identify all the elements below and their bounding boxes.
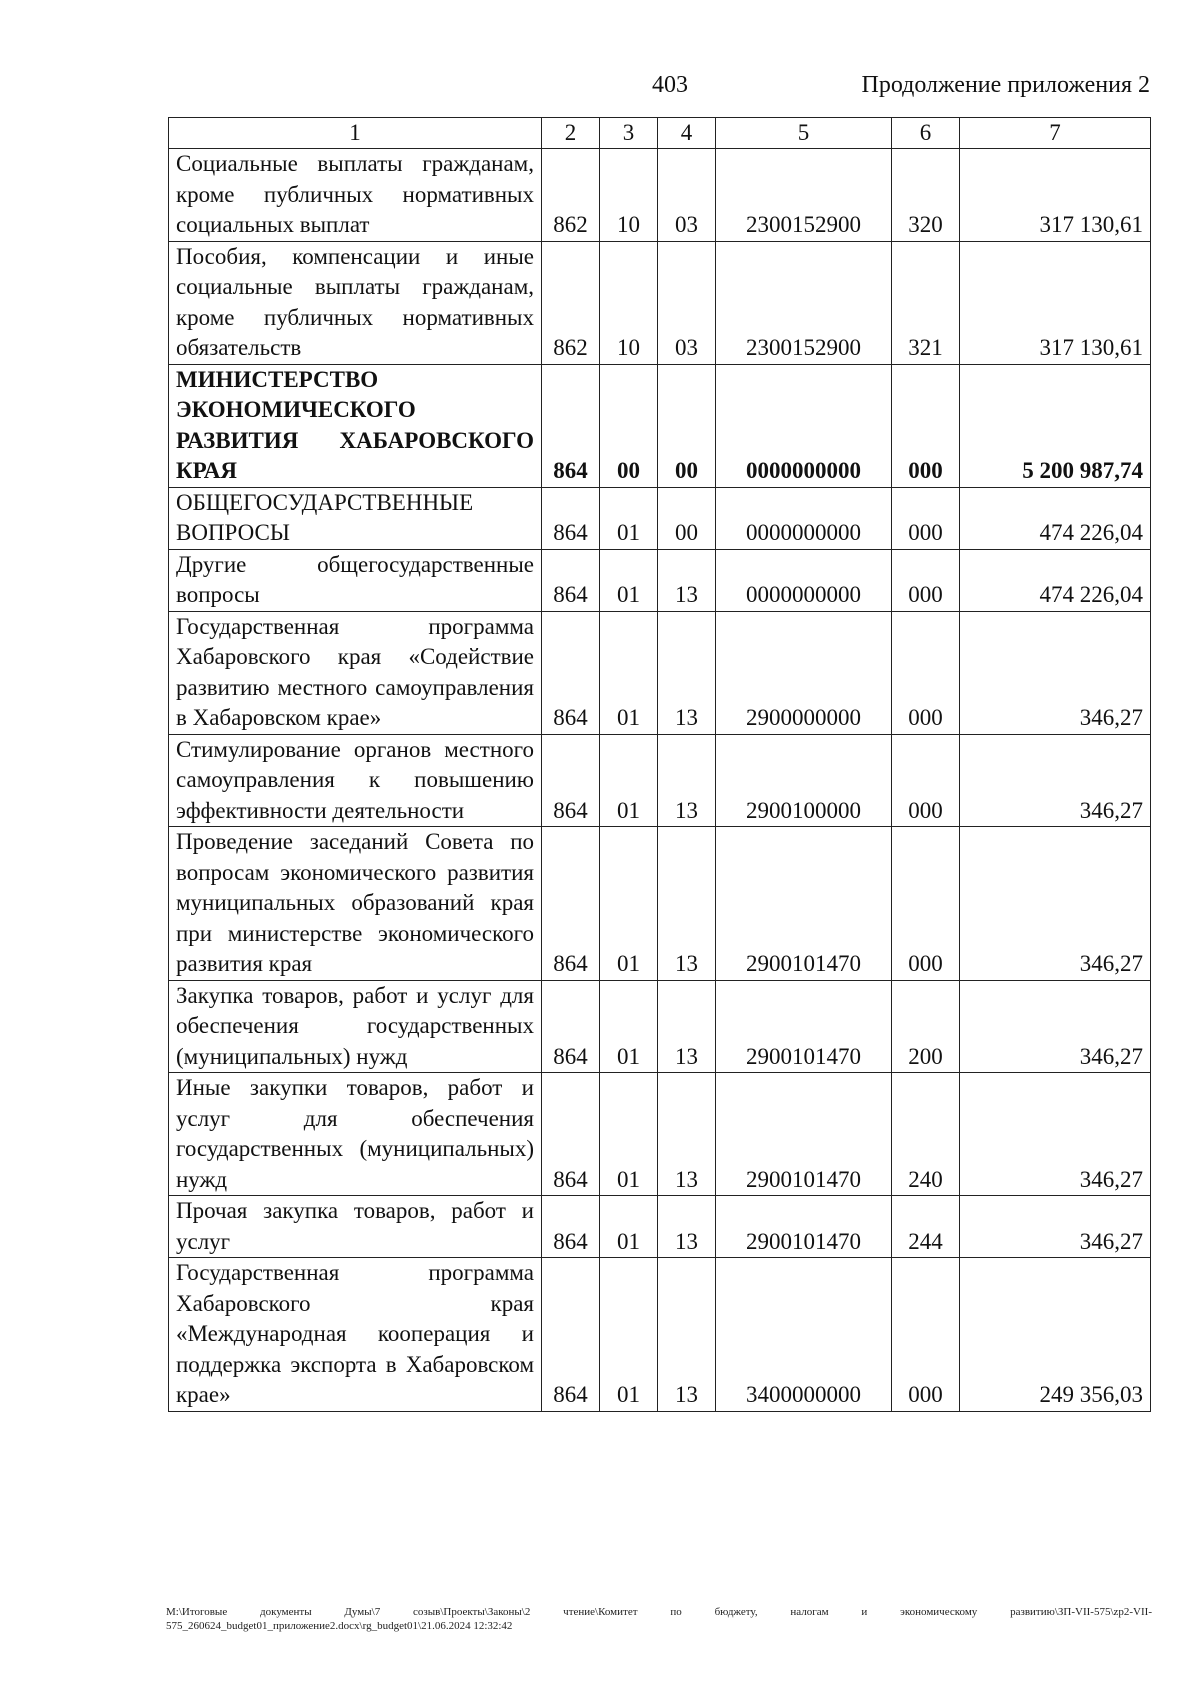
row-section: 01 [600,487,658,549]
row-admin-code: 864 [542,549,600,611]
row-admin-code: 864 [542,487,600,549]
row-section: 10 [600,149,658,242]
row-subsection: 13 [658,827,716,981]
row-amount: 346,27 [960,1196,1151,1258]
row-expense-type: 000 [892,364,960,487]
row-admin-code: 862 [542,149,600,242]
row-subsection: 00 [658,487,716,549]
row-amount: 474 226,04 [960,487,1151,549]
column-header: 1 [169,118,542,149]
row-expense-type: 200 [892,980,960,1073]
column-header: 6 [892,118,960,149]
page-number: 403 [652,72,688,98]
row-amount: 474 226,04 [960,549,1151,611]
row-admin-code: 864 [542,1073,600,1196]
row-target-article: 0000000000 [716,364,892,487]
row-subsection: 13 [658,734,716,827]
row-amount: 5 200 987,74 [960,364,1151,487]
row-description: Социальные выплаты гражданам, кроме публичных нормативных социальных выплат [169,149,542,242]
row-expense-type: 000 [892,611,960,734]
row-subsection: 13 [658,549,716,611]
row-section: 01 [600,1258,658,1412]
row-subsection: 03 [658,149,716,242]
row-subsection: 13 [658,1196,716,1258]
table-row [169,734,1151,827]
row-target-article: 3400000000 [716,1258,892,1412]
row-target-article: 2900101470 [716,827,892,981]
row-subsection: 13 [658,1073,716,1196]
row-description: Государственная программа Хабаровского края «Содействие развитию местного самоуправления в Хабаровском крае» [169,611,542,734]
table-row [169,1073,1151,1196]
row-description: Стимулирование органов местного самоуправления к повышению эффективности деятельности [169,734,542,827]
row-admin-code: 864 [542,364,600,487]
row-admin-code: 864 [542,734,600,827]
row-description: ОБЩЕГОСУДАРСТВЕННЫЕ ВОПРОСЫ [169,487,542,549]
table-row [169,1258,1151,1412]
table-row [169,611,1151,734]
row-amount: 317 130,61 [960,149,1151,242]
table-header-row [169,118,1151,149]
row-section: 01 [600,827,658,981]
row-admin-code: 864 [542,827,600,981]
row-admin-code: 864 [542,1258,600,1412]
row-section: 01 [600,734,658,827]
column-header: 4 [658,118,716,149]
row-expense-type: 000 [892,1258,960,1412]
table-row [169,487,1151,549]
row-description: Государственная программа Хабаровского края «Международная кооперация и поддержка экспорта в Хабаровском крае» [169,1258,542,1412]
row-amount: 346,27 [960,1073,1151,1196]
row-target-article: 0000000000 [716,487,892,549]
row-section: 10 [600,241,658,364]
row-section: 01 [600,980,658,1073]
row-amount: 346,27 [960,827,1151,981]
row-expense-type: 321 [892,241,960,364]
row-description: Проведение заседаний Совета по вопросам экономического развития муниципальных образований края при министерстве экономического развития края [169,827,542,981]
column-header: 7 [960,118,1151,149]
table-row [169,241,1151,364]
row-description: Иные закупки товаров, работ и услуг для обеспечения государственных (муниципальных) нужд [169,1073,542,1196]
row-subsection: 13 [658,980,716,1073]
file-path-footer: М:\Итоговые документы Думы\7 созыв\Проекты\Законы\2 чтение\Комитет по бюджету, налогам и экономическому развитию\ЗП-VII-575\zp2-VII-575_260624_budget01_приложение2.docx\rg_budget01\21.06.2024 12:32:42 [166,1606,1152,1632]
row-admin-code: 864 [542,980,600,1073]
table-row [169,827,1151,981]
row-expense-type: 244 [892,1196,960,1258]
row-description: Прочая закупка товаров, работ и услуг [169,1196,542,1258]
row-expense-type: 000 [892,734,960,827]
row-target-article: 2300152900 [716,149,892,242]
row-subsection: 00 [658,364,716,487]
row-amount: 346,27 [960,611,1151,734]
row-section: 01 [600,549,658,611]
table-body [169,149,1151,1412]
row-amount: 346,27 [960,734,1151,827]
row-expense-type: 320 [892,149,960,242]
row-subsection: 13 [658,1258,716,1412]
column-header: 2 [542,118,600,149]
row-target-article: 2900101470 [716,980,892,1073]
row-target-article: 0000000000 [716,549,892,611]
row-description: Закупка товаров, работ и услуг для обеспечения государственных (муниципальных) нужд [169,980,542,1073]
table-row [169,980,1151,1073]
column-header: 5 [716,118,892,149]
row-target-article: 2900101470 [716,1196,892,1258]
table-row [169,549,1151,611]
row-section: 00 [600,364,658,487]
row-section: 01 [600,611,658,734]
row-subsection: 03 [658,241,716,364]
table-row [169,1196,1151,1258]
row-description: Пособия, компенсации и иные социальные выплаты гражданам, кроме публичных нормативных обязательств [169,241,542,364]
row-target-article: 2900000000 [716,611,892,734]
row-amount: 249 356,03 [960,1258,1151,1412]
budget-table [168,117,1151,1412]
row-subsection: 13 [658,611,716,734]
row-admin-code: 864 [542,611,600,734]
row-admin-code: 864 [542,1196,600,1258]
row-description: Другие общегосударственные вопросы [169,549,542,611]
row-target-article: 2900101470 [716,1073,892,1196]
row-amount: 346,27 [960,980,1151,1073]
table-row [169,149,1151,242]
row-section: 01 [600,1196,658,1258]
row-target-article: 2300152900 [716,241,892,364]
row-expense-type: 000 [892,827,960,981]
row-expense-type: 000 [892,549,960,611]
row-amount: 317 130,61 [960,241,1151,364]
continuation-heading: Продолжение приложения 2 [861,72,1150,98]
row-admin-code: 862 [542,241,600,364]
row-target-article: 2900100000 [716,734,892,827]
row-expense-type: 240 [892,1073,960,1196]
row-expense-type: 000 [892,487,960,549]
column-header: 3 [600,118,658,149]
row-description: МИНИСТЕРСТВО ЭКОНОМИЧЕСКОГО РАЗВИТИЯ ХАБАРОВСКОГО КРАЯ [169,364,542,487]
row-section: 01 [600,1073,658,1196]
table-row [169,364,1151,487]
